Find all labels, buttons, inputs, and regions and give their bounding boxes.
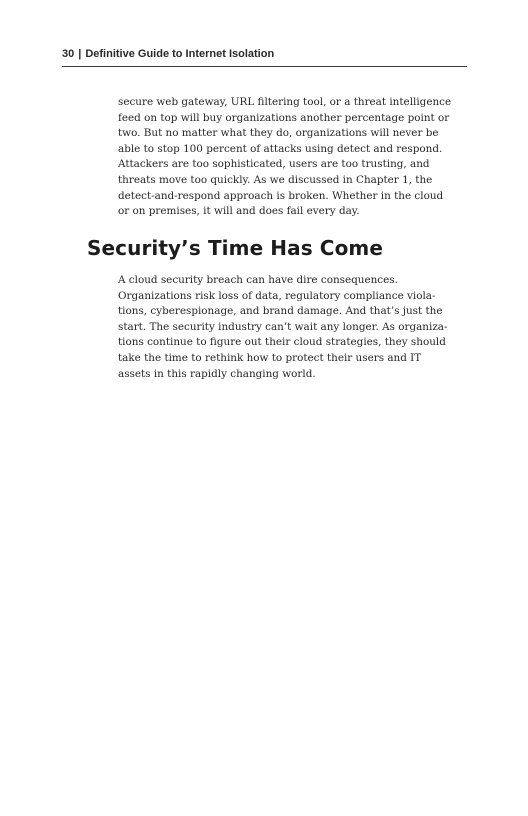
header-separator: | xyxy=(78,48,82,60)
paragraph-continued xyxy=(118,95,470,220)
text-line: or on premises, it will and does fail every day. xyxy=(118,205,360,218)
section-heading: Security’s Time Has Come xyxy=(87,236,384,260)
text-line: take the time to rethink how to protect their users and IT xyxy=(118,351,422,364)
text-line: able to stop 100 percent of attacks using detect and respond. xyxy=(118,142,443,155)
text-line: Organizations risk loss of data, regulatory compliance viola- xyxy=(118,289,436,302)
book-title: Definitive Guide to Internet Isolation xyxy=(85,48,275,60)
text-line: feed on top will buy organizations another percentage point or xyxy=(118,111,450,124)
page-number: 30 xyxy=(62,48,75,60)
text-line: detect-and-respond approach is broken. Whether in the cloud xyxy=(118,189,444,202)
text-line: tions, cyberespionage, and brand damage. And that’s just the xyxy=(118,305,443,318)
text-line: assets in this rapidly changing world. xyxy=(118,367,316,380)
text-line: secure web gateway, URL filtering tool, or a threat intelligence xyxy=(118,96,452,108)
text-line: threats move too quickly. As we discussed in Chapter 1, the xyxy=(118,173,433,186)
running-header xyxy=(62,46,467,67)
section-paragraph xyxy=(118,273,470,382)
text-line: start. The security industry can’t wait any longer. As organiza- xyxy=(118,320,448,333)
text-line: Attackers are too sophisticated, users are too trusting, and xyxy=(118,158,430,171)
text-line: tions continue to figure out their cloud strategies, they should xyxy=(118,336,446,349)
text-line: A cloud security breach can have dire consequences. xyxy=(118,274,398,286)
text-line: two. But no matter what they do, organizations will never be xyxy=(118,127,439,140)
